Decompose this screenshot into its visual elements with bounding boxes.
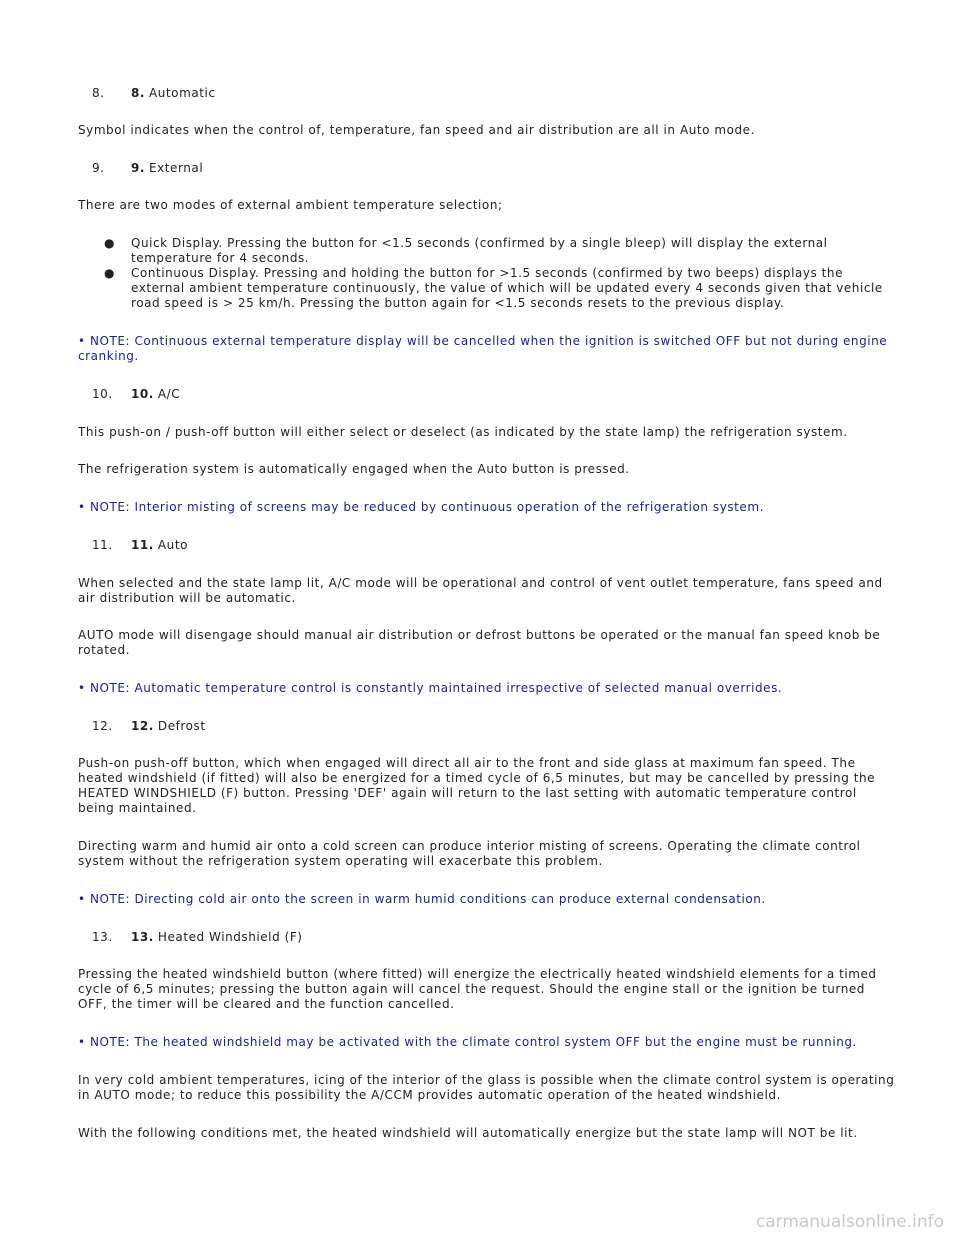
bullet-text-line: external ambient temperature continuously, the value of which will be updated every 4 seconds given that vehicle <box>131 281 883 295</box>
note-text: • NOTE: The heated windshield may be activated with the climate control system OFF but the engine must be running. <box>78 1035 857 1049</box>
item-heading-number: 12. <box>131 719 154 733</box>
bullet-icon: ● <box>104 266 116 280</box>
paragraph-line: OFF, the timer will be cleared and the function cancelled. <box>78 997 455 1011</box>
paragraph: With the following conditions met, the heated windshield will automatically energize but the state lamp will NOT be lit. <box>78 1126 858 1140</box>
item-heading <box>131 719 206 733</box>
note-text: • NOTE: Automatic temperature control is constantly maintained irrespective of selected manual overrides. <box>78 681 783 695</box>
item-heading-title: Automatic <box>149 86 216 100</box>
paragraph: This push-on / push-off button will either select or deselect (as indicated by the state lamp) the refrigeration system. <box>78 425 848 439</box>
paragraph: There are two modes of external ambient temperature selection; <box>78 198 503 212</box>
note-text: • NOTE: Interior misting of screens may be reduced by continuous operation of the refrigeration system. <box>78 500 764 514</box>
paragraph: Symbol indicates when the control of, temperature, fan speed and air distribution are all in Auto mode. <box>78 123 755 137</box>
bullet-text-line: Continuous Display. Pressing and holding the button for >1.5 seconds (confirmed by two beeps) displays the <box>131 266 844 280</box>
note-text: • NOTE: Directing cold air onto the screen in warm humid conditions can produce external condensation. <box>78 892 766 906</box>
paragraph-line: air distribution will be automatic. <box>78 591 296 605</box>
paragraph-line: AUTO mode will disengage should manual air distribution or defrost buttons be operated or the manual fan speed knob be <box>78 628 881 642</box>
paragraph-line: system without the refrigeration system operating will exacerbate this problem. <box>78 854 603 868</box>
note-text: • NOTE: Continuous external temperature display will be cancelled when the ignition is switched OFF but not during engine <box>78 334 888 348</box>
item-heading-title: Heated Windshield (F) <box>157 930 303 944</box>
paragraph-line: HEATED WINDSHIELD (F) button. Pressing 'DEF' again will return to the last setting with automatic temperature control <box>78 786 857 800</box>
paragraph-line: Pressing the heated windshield button (where fitted) will energize the electrically heated windshield elements for a timed <box>78 967 877 981</box>
item-heading-number: 13. <box>131 930 154 944</box>
item-number: 11. <box>92 538 113 552</box>
item-heading <box>131 387 180 401</box>
item-number: 12. <box>92 719 113 733</box>
item-number: 13. <box>92 930 113 944</box>
item-heading-number: 9. <box>131 161 146 175</box>
item-number: 9. <box>92 161 105 175</box>
item-heading <box>131 161 203 175</box>
item-heading-title: External <box>149 161 204 175</box>
bullet-text-line: Quick Display. Pressing the button for <1.5 seconds (confirmed by a single bleep) will display the external <box>131 236 828 250</box>
item-number: 8. <box>92 86 105 100</box>
paragraph-line: heated windshield (if fitted) will also be energized for a timed cycle of 6,5 minutes, but may be cancelled by pressing the <box>78 771 876 785</box>
item-heading-number: 11. <box>131 538 154 552</box>
paragraph-line: rotated. <box>78 643 130 657</box>
item-heading-number: 8. <box>131 86 146 100</box>
paragraph-line: Push-on push-off button, which when engaged will direct all air to the front and side glass at maximum fan speed. The <box>78 756 856 770</box>
paragraph: The refrigeration system is automatically engaged when the Auto button is pressed. <box>78 462 630 476</box>
paragraph-line: cycle of 6,5 minutes; pressing the button again will cancel the request. Should the engine stall or the ignition be turned <box>78 982 865 996</box>
paragraph-line: in AUTO mode; to reduce this possibility the A/CCM provides automatic operation of the heated windshield. <box>78 1088 781 1102</box>
note-text: cranking. <box>78 349 139 363</box>
item-heading-title: Auto <box>157 538 188 552</box>
item-heading <box>131 538 188 552</box>
paragraph-line: In very cold ambient temperatures, icing of the interior of the glass is possible when the climate control system is operating <box>78 1073 895 1087</box>
paragraph-line: When selected and the state lamp lit, A/C mode will be operational and control of vent outlet temperature, fans speed and <box>78 576 883 590</box>
paragraph-line: Directing warm and humid air onto a cold screen can produce interior misting of screens. Operating the climate control <box>78 839 861 853</box>
item-number: 10. <box>92 387 113 401</box>
item-heading-number: 10. <box>131 387 154 401</box>
bullet-text-line: temperature for 4 seconds. <box>131 251 310 265</box>
item-heading <box>131 86 216 100</box>
watermark-text: carmanualsonline.info <box>755 1212 944 1232</box>
item-heading <box>131 930 303 944</box>
item-heading-title: Defrost <box>157 719 206 733</box>
paragraph-line: being maintained. <box>78 801 197 815</box>
bullet-text-line: road speed is > 25 km/h. Pressing the button again for <1.5 seconds resets to the previous display. <box>131 296 785 310</box>
bullet-icon: ● <box>104 236 116 250</box>
item-heading-title: A/C <box>157 387 181 401</box>
